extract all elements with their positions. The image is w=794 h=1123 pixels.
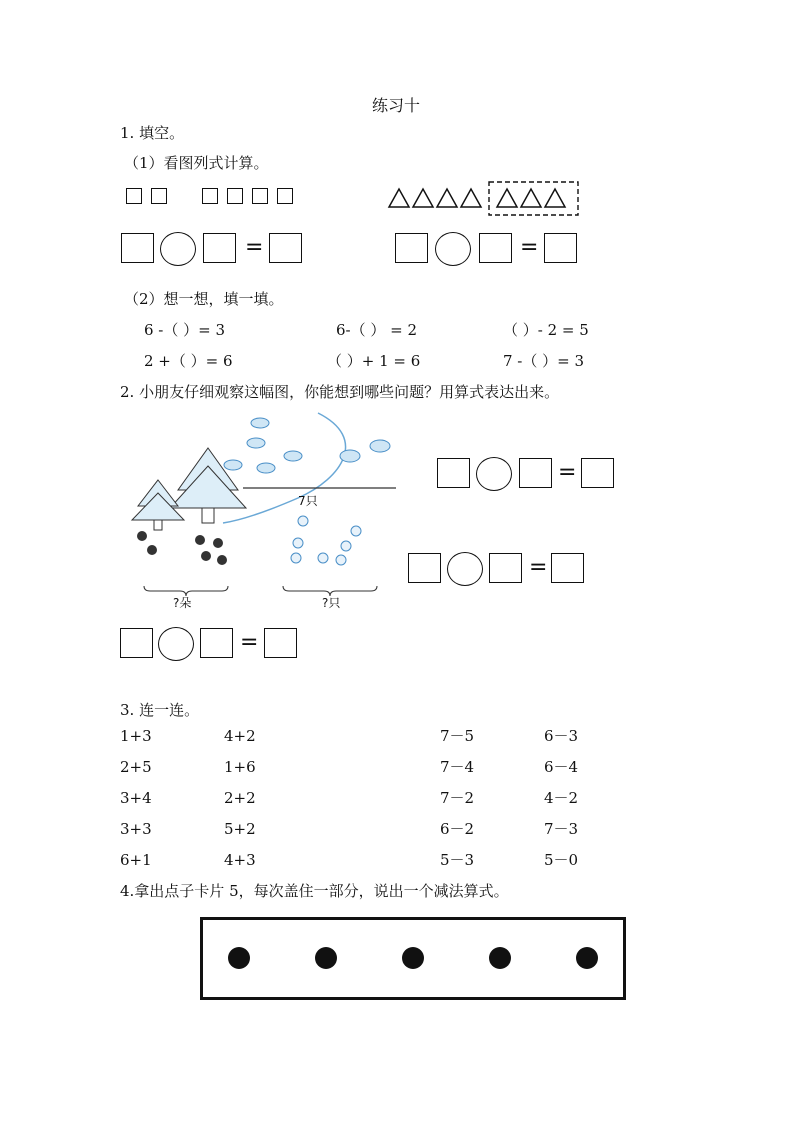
fill-item[interactable]: 6 -（ ）= 3 — [144, 321, 226, 339]
match-item-col3[interactable]: 7－5 — [440, 727, 475, 745]
big-tree-icon — [170, 448, 246, 523]
equals-sign: = — [558, 460, 577, 485]
small-square — [202, 188, 218, 204]
duck-icon — [257, 463, 275, 473]
match-item-col4[interactable]: 7－3 — [544, 820, 579, 838]
chick-icon — [291, 553, 301, 563]
dot-card — [200, 917, 626, 1000]
triangle-icon — [461, 189, 481, 207]
flower-icon — [201, 551, 211, 561]
fill-item[interactable]: （ ）+ 1 = 6 — [327, 352, 421, 370]
chick-icon — [341, 541, 351, 551]
operator-circle[interactable] — [476, 457, 512, 491]
match-item-col3[interactable]: 7－2 — [440, 789, 475, 807]
match-item-col2[interactable]: 1+6 — [224, 758, 256, 776]
match-item-col1[interactable]: 1+3 — [120, 727, 152, 745]
triangle-icon — [389, 189, 409, 207]
match-item-col2[interactable]: 5+2 — [224, 820, 256, 838]
match-item-col2[interactable]: 4+2 — [224, 727, 256, 745]
q2-illustration — [128, 408, 400, 608]
small-square — [151, 188, 167, 204]
answer-box[interactable] — [408, 553, 441, 583]
answer-box[interactable] — [120, 628, 153, 658]
triangles-figure — [384, 180, 584, 218]
answer-box[interactable] — [437, 458, 470, 488]
duck-icon — [247, 438, 265, 448]
small-square — [277, 188, 293, 204]
flower-icon — [217, 555, 227, 565]
match-item-col3[interactable]: 6－2 — [440, 820, 475, 838]
page-title: 练习十 — [372, 96, 421, 115]
answer-box[interactable] — [544, 233, 577, 263]
answer-box[interactable] — [395, 233, 428, 263]
triangle-icon — [521, 189, 541, 207]
q4-heading: 4.拿出点子卡片 5，每次盖住一部分，说出一个减法算式。 — [120, 882, 509, 900]
flower-icon — [195, 535, 205, 545]
q1-part1-label: （1）看图列式计算。 — [124, 154, 269, 172]
answer-box[interactable] — [551, 553, 584, 583]
answer-box[interactable] — [479, 233, 512, 263]
q3-heading: 3. 连一连。 — [120, 701, 200, 719]
equals-sign: = — [529, 555, 548, 580]
answer-box[interactable] — [581, 458, 614, 488]
fill-item[interactable]: 6-（ ） = 2 — [336, 321, 418, 339]
chick-icon — [298, 516, 308, 526]
dot-icon — [402, 947, 424, 969]
answer-box[interactable] — [519, 458, 552, 488]
chick-icon — [336, 555, 346, 565]
flower-icon — [213, 538, 223, 548]
label-chicks-count: ?只 — [322, 596, 341, 610]
duck-icon — [370, 440, 390, 452]
operator-circle[interactable] — [447, 552, 483, 586]
small-square — [252, 188, 268, 204]
duck-icon — [284, 451, 302, 461]
match-item-col1[interactable]: 6+1 — [120, 851, 152, 869]
label-ducks-count: 7只 — [298, 494, 318, 508]
fill-item[interactable]: 2 +（ ）= 6 — [144, 352, 233, 370]
chick-icon — [318, 553, 328, 563]
match-item-col4[interactable]: 4－2 — [544, 789, 579, 807]
match-item-col1[interactable]: 3+3 — [120, 820, 152, 838]
operator-circle[interactable] — [160, 232, 196, 266]
duck-icon — [224, 460, 242, 470]
label-flowers-count: ?朵 — [173, 596, 192, 610]
equals-sign: = — [245, 235, 264, 260]
triangle-icon — [545, 189, 565, 207]
dot-icon — [576, 947, 598, 969]
ducks-group — [224, 418, 390, 473]
match-item-col3[interactable]: 7－4 — [440, 758, 475, 776]
small-square — [227, 188, 243, 204]
operator-circle[interactable] — [158, 627, 194, 661]
triangle-icon — [497, 189, 517, 207]
fill-item[interactable]: 7 -（ ）= 3 — [503, 352, 585, 370]
flowers-group — [137, 531, 227, 565]
equals-sign: = — [520, 235, 539, 260]
q1-part2-label: （2）想一想，填一填。 — [124, 290, 284, 308]
dot-icon — [228, 947, 250, 969]
dot-icon — [315, 947, 337, 969]
duck-icon — [340, 450, 360, 462]
fill-item[interactable]: （ ）- 2 = 5 — [503, 321, 589, 339]
flower-icon — [147, 545, 157, 555]
equals-sign: = — [240, 630, 259, 655]
q1-heading: 1. 填空。 — [120, 124, 185, 142]
dot-icon — [489, 947, 511, 969]
match-item-col3[interactable]: 5－3 — [440, 851, 475, 869]
operator-circle[interactable] — [435, 232, 471, 266]
small-tree-icon — [132, 480, 184, 530]
match-item-col4[interactable]: 6－3 — [544, 727, 579, 745]
match-item-col2[interactable]: 2+2 — [224, 789, 256, 807]
flower-icon — [137, 531, 147, 541]
answer-box[interactable] — [121, 233, 154, 263]
match-item-col4[interactable]: 5－0 — [544, 851, 579, 869]
answer-box[interactable] — [269, 233, 302, 263]
answer-box[interactable] — [489, 553, 522, 583]
chick-icon — [293, 538, 303, 548]
triangle-icon — [413, 189, 433, 207]
chicks-group — [291, 516, 361, 565]
small-square — [126, 188, 142, 204]
match-item-col4[interactable]: 6－4 — [544, 758, 579, 776]
q2-heading: 2. 小朋友仔细观察这幅图，你能想到哪些问题？用算式表达出来。 — [120, 383, 560, 401]
duck-icon — [251, 418, 269, 428]
answer-box[interactable] — [203, 233, 236, 263]
match-item-col1[interactable]: 2+5 — [120, 758, 152, 776]
match-item-col1[interactable]: 3+4 — [120, 789, 152, 807]
chick-icon — [351, 526, 361, 536]
triangle-icon — [437, 189, 457, 207]
answer-box[interactable] — [200, 628, 233, 658]
answer-box[interactable] — [264, 628, 297, 658]
match-item-col2[interactable]: 4+3 — [224, 851, 256, 869]
